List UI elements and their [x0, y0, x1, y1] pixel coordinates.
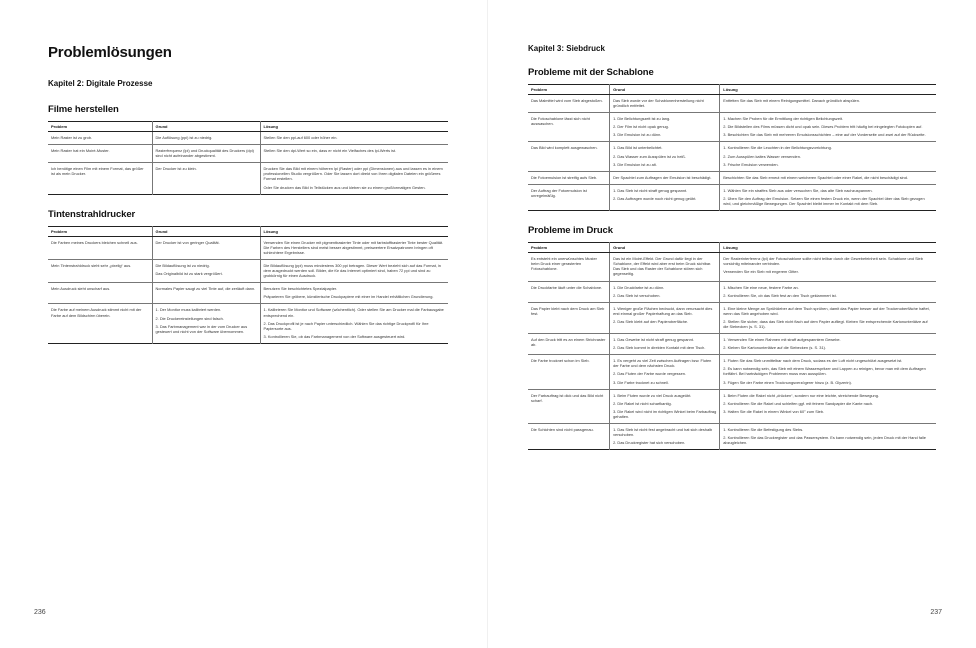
cell-text: 1. Das Bild ist unterbelichtet. [613, 145, 663, 151]
cell-text: 1. Es vergeht zu viel Zeit zwischen Auftragen bzw. Fluten der Farbe und dem nächsten Druck. [613, 358, 712, 369]
table-row [528, 253, 936, 281]
column-header: Lösung [720, 243, 936, 253]
cell-text: 1. Der Monitor muss kalibriert werden. [155, 307, 222, 313]
table-row [48, 259, 448, 282]
cell-text: Der Farbauftrag ist dick und das Bild nicht scharf. [531, 392, 604, 403]
cell-text: 2. Es kann notwendig sein, das Sieb mit einem Wasserspritzer und Lappen zu reinigen, bevor man mit dem Auftragen fortfährt. Bei hartnäckigen Problemen muss man ausspülen. [723, 366, 926, 377]
table-cell [610, 424, 720, 450]
table-row [528, 302, 936, 333]
cell-text: 2. Kontrollieren Sie die Rakel und schleifen ggf. mit feinem Sandpapier die Kante nach. [723, 400, 874, 406]
cell-text: 3. Das Farbmanagement war in der vom Drucker aus gesteuert und nicht von der Software übernommen. [155, 323, 248, 334]
table-header-row [528, 85, 936, 95]
table-row [48, 132, 448, 145]
troubleshooting-table [48, 121, 448, 195]
cell-text: Das Originalbild ist zu stark vergrößert. [155, 271, 223, 277]
cell-text: Der Drucker ist von geringer Qualität. [155, 239, 220, 245]
cell-text: Die Bildauflösung ist zu niedrig. [155, 262, 210, 268]
table-cell [48, 163, 152, 194]
cell-text: 2. Das Sieb kommt in direkten Kontakt mit dem Tisch. [613, 345, 706, 351]
cell-text: 1. Kontrollieren Sie die Leuchten in der Belichtungsvorrichtung. [723, 145, 832, 151]
cell-text: 3. Die Emulsion ist zu dünn. [613, 132, 662, 138]
page-number-right: 237 [930, 609, 942, 616]
cell-text: Das Papier klebt nach dem Druck am Sieb fest. [531, 305, 605, 316]
table-row [48, 145, 448, 163]
cell-text: Die Farbe auf meinem Ausdruck stimmt nicht mit der Farbe auf dem Bildschirm überein. [51, 307, 142, 318]
cell-text: Mein Ausdruck sieht unscharf aus. [51, 286, 111, 292]
cell-text: Der Drucker ist zu klein. [155, 166, 197, 172]
cell-text: 2. Das Sieb klebt auf den Papieroberfläche. [613, 318, 689, 324]
troubleshooting-table [528, 84, 936, 211]
table-cell [528, 424, 610, 450]
cell-text: 2. Die Rakel ist nicht scharfkantig. [613, 400, 672, 406]
table-cell [610, 142, 720, 171]
cell-text: 1. Das Sieb ist nicht fest angebracht und hat sich deshalb verschoben. [613, 427, 713, 438]
column-header: Problem [48, 226, 152, 236]
table-row [48, 304, 448, 343]
cell-text: 1. Verwenden Sie einen Rahmen mit straff aufgespanntem Gewebe. [723, 337, 841, 343]
column-header: Grund [152, 226, 260, 236]
cell-text: 1. Die Belichtungszeit ist zu lang. [613, 116, 671, 122]
table-cell [528, 95, 610, 113]
column-header: Grund [610, 85, 720, 95]
cell-text: 1. Beim Fluten wurde zu viel Druck ausgeübt. [613, 392, 692, 398]
table-cell [720, 184, 936, 210]
cell-text: 2. Stellen Sie sicher, dass das Sieb nicht flach auf dem Papier aufliegt. Kleben Sie entsprechende Kartonunterlätze auf die Siebecken (s. S. 31). [723, 318, 928, 329]
cell-text: Die Bildauflösung (ppi) muss mindestens 300 ppi betragen. Dieser Wert bezieht sich auf das Format, in dem ausgedruckt werden soll. Bilder, die für das Internet optimiert sind, haben 72 ppi und sind zu grobkörnig für einen Ausdruck. [263, 262, 441, 279]
cell-text: 2. Das Wasser zum Ausspülen ist zu heiß. [613, 153, 686, 159]
cell-text: 1. Beim Fluten die Rakel nicht „drücken“, sondern nur eine leichte, streichende Bewegung. [723, 392, 879, 398]
table-cell [152, 259, 260, 282]
table-cell [610, 302, 720, 333]
cell-text: Die Fotoschablone lässt sich nicht auswaschen. [531, 116, 590, 127]
cell-text: 3. Die Farbe trocknet zu schnell. [613, 379, 669, 385]
table-cell [720, 281, 936, 302]
table-row [48, 236, 448, 259]
table-cell [48, 132, 152, 145]
cell-text: Normales Papier saugt zu viel Tinte auf, die zerläuft dann. [155, 286, 256, 292]
table-cell [528, 253, 610, 281]
cell-text: 1. Machen Sie Proben für die Ermittlung der richtigen Belichtungszeit. [723, 116, 844, 122]
cell-text: 2. Das Sieb ist verschoben. [613, 292, 661, 298]
table-cell [610, 281, 720, 302]
table-row [528, 355, 936, 389]
table-cell [528, 184, 610, 210]
cell-text: 2. Die Bildstellen des Films müssen dicht und opak sein. Dieses Problem tritt häufig bei eingelegten Fotokopien auf. [723, 124, 923, 130]
table-cell [48, 283, 152, 304]
cell-text: Auf den Druck tritt es an einem Strichraster ab. [531, 337, 606, 348]
cell-text: Präparieren Sie gröbere, künstlerische Druckpapiere mit einer im Handel erhältlichen Grundierung. [263, 294, 434, 300]
table-cell [260, 145, 448, 163]
cell-text: Mein Raster ist zu grob. [51, 135, 93, 140]
cell-text: 3. Halten Sie die Rakel in einem Winkel von 60° zum Sieb. [723, 408, 825, 414]
cell-text: Die Druckfarbe läuft unter die Schablone. [531, 284, 603, 290]
chapter-heading: Kapitel 2: Digitale Prozesse [48, 79, 153, 88]
cell-text: 3. Die Emulsion ist zu alt. [613, 161, 657, 167]
table-row [528, 281, 936, 302]
cell-text: Die Auflösung (ppi) ist zu niedrig. [155, 135, 213, 140]
cell-text: 2. Das Auftragen wurde noch nicht genug geübt. [613, 195, 697, 201]
cell-text: Mein Tintenstrahldruck sieht sehr „pixelig“ aus. [51, 262, 132, 268]
cell-text: 1. Mischen Sie eine neue, festere Farbe an. [723, 284, 799, 290]
table-cell [610, 389, 720, 423]
table-cell [260, 283, 448, 304]
table-row [528, 184, 936, 210]
cell-text: 2. Üben Sie den Auftrag der Emulsion. Setzen Sie einen festen Druck ein, wenn der Spachtel über das Sieb gezogen wird, und gleichmäßige Bewegungen. Der Spachtel bleibt immer im Kontakt mit dem Sieb. [723, 195, 925, 207]
cell-text: Beschichten Sie das Sieb erneut mit einem weicheren Spachtel oder einer Rakel, die nicht beschädigt sind. [723, 174, 908, 180]
table-row [528, 389, 936, 423]
table-cell [152, 236, 260, 259]
cell-text: 1. Weniger große Flächen bedruckt, dann verursacht dies erst einmal großer Papierhaftung an das Sieb. [613, 305, 713, 316]
table-cell [260, 259, 448, 282]
table-cell [528, 389, 610, 423]
table-cell [720, 113, 936, 142]
table-cell [720, 424, 936, 450]
table-cell [528, 281, 610, 302]
cell-text: 1. Kalibrieren Sie Monitor und Software (wöchentlich). Oder stellen Sie am Drucker mal die Farbausgabe entsprechend ein. [263, 307, 444, 318]
table-cell [152, 283, 260, 304]
cell-text: Entfetten Sie das Sieb mit einem Reinigungsmittel. Danach gründlich abspülen. [723, 98, 860, 103]
column-header: Lösung [260, 122, 448, 132]
cell-text: 2. Zum Ausspülen kaltes Wasser verwenden. [723, 153, 801, 159]
cell-text: Die Schichten sind nicht passgenau. [531, 427, 594, 432]
table-cell [152, 145, 260, 163]
table-cell [610, 253, 720, 281]
cell-text: 3. Beschichten Sie das Sieb mit mehreren Emulsionsschichten – eine auf der Vorderseite und zwei auf der Rückseite. [723, 132, 926, 138]
column-header: Problem [528, 85, 610, 95]
cell-text: 3. Kontrollieren Sie, ob das Farbmanagement von der Software ausgesteuert wird. [263, 333, 406, 339]
cell-text: 1. Das Sieb ist nicht straff genug gespannt. [613, 187, 688, 193]
table-cell [528, 334, 610, 355]
section-heading: Probleme mit der Schablone [528, 67, 654, 78]
troubleshooting-table [48, 226, 448, 344]
cell-text: 1. Kontrollieren Sie die Befestigung des Siebs. [723, 427, 804, 432]
cell-text: Oder Sie drucken das Bild in Teilstücken aus und kleben sie zu einem großformatigen Gesten. [263, 184, 426, 190]
table-cell [610, 334, 720, 355]
cell-text: 1. Eine kleine Menge an Sprühkleber auf dem Tisch sprühen, damit das Papier besser auf der Trockenoberfläche haftet, wenn das Sieb angehoben wird. [723, 305, 930, 316]
cell-text: Stellen Sie den dpi-Wert so ein, dass er nicht ein Vielfaches des lpi-Werts ist. [263, 148, 397, 154]
table-cell [260, 304, 448, 343]
table-cell [48, 236, 152, 259]
table-cell [610, 171, 720, 184]
column-header: Problem [48, 122, 152, 132]
table-cell [48, 259, 152, 282]
table-row [528, 95, 936, 113]
cell-text: Stellen Sie den ppi-auf 600 oder höher ein. [263, 135, 338, 140]
table-cell [48, 304, 152, 343]
troubleshooting-table [528, 242, 936, 450]
table-header-row [48, 122, 448, 132]
page-number-left: 236 [34, 609, 46, 616]
cell-text: Rasterfrequenz (lpi) und Druckqualität des Druckers (dpi) sind nicht aufeinander abgestimmt. [155, 148, 254, 159]
column-header: Problem [528, 243, 610, 253]
table-cell [260, 163, 448, 194]
chapter-heading: Kapitel 3: Siebdruck [528, 44, 605, 53]
table-cell [720, 302, 936, 333]
table-cell [528, 171, 610, 184]
table-cell [528, 142, 610, 171]
cell-text: 1. Fluten Sie das Sieb unmittelbar nach dem Druck, sodass es der Luft nicht ungeschützt ausgesetzt ist. [723, 358, 903, 364]
table-cell [528, 302, 610, 333]
table-row [528, 334, 936, 355]
table-row [528, 142, 936, 171]
cell-text: 2. Das Druckregister hat sich verschoben. [613, 440, 686, 446]
cell-text: Ich benötige einen Film mit einem Format, das größer ist als mein Drucker. [51, 166, 144, 177]
table-row [528, 113, 936, 142]
table-cell [610, 184, 720, 210]
cell-text: Es entsteht ein unerwünschtes Muster beim Druck einer gerasterten Fotoschablone. [531, 256, 597, 272]
table-cell [48, 145, 152, 163]
cell-text: 1. Wählen Sie ein straffes Sieb aus oder versuchen Sie, das alte Sieb nachzuspannen. [723, 187, 873, 193]
left-sections [48, 104, 448, 344]
cell-text: Der Auftrag der Fotoemulsion ist unregelmäßig. [531, 187, 587, 198]
cell-text: Das Sieb wurde vor der Schablonenherstellung nicht gründlich entfettet. [613, 98, 704, 109]
table-row [48, 163, 448, 194]
cell-text: Der Rasterinterferenz (lpi) der Fotoschablone sollte nicht teilbar durch die Gewebefeinheit sein. Schablone und Sieb vorsichtig miteinander verbinden. [723, 256, 923, 267]
cell-text: Das ist ein Moiré-Effekt. Der Grund dafür liegt in der Schablone, der Effekt wird aber erst beim Druck sichtbar. Das Sieb und das Raster der Schablone stören sich gegenseitig. [613, 256, 712, 277]
cell-text: 1. Die Druckfarbe ist zu dünn. [613, 284, 665, 290]
cell-text: Verwenden Sie einen Drucker mit pigmentbasierter Tinte oder mit farbstoffbasierter Tinte bester Qualität. Die Farben des Herstellers sind meist besser abgestimmt, preiswertere Ersatzpatronen bringen oft schlechtere Ergebnisse. [263, 239, 444, 255]
column-header: Lösung [260, 226, 448, 236]
cell-text: Mein Raster hat ein Moiré-Muster. [51, 148, 110, 154]
table-cell [720, 389, 936, 423]
table-cell [610, 355, 720, 389]
table-cell [528, 355, 610, 389]
table-cell [610, 95, 720, 113]
column-header: Grund [152, 122, 260, 132]
cell-text: 2. Kontrollieren Sie das Druckregister und das Passersystem. Es kann notwendig sein, jeden Druck mit der Hand falle abzugleichen. [723, 435, 926, 446]
table-cell [260, 236, 448, 259]
table-cell [720, 142, 936, 171]
cell-text: Verwenden Sie ein Sieb mit engerem Gitter. [723, 269, 799, 275]
cell-text: 3. Die Rakel wird nicht im richtigen Winkel beim Farbauftrag gehalten. [613, 408, 717, 419]
table-cell [152, 304, 260, 343]
table-cell [720, 95, 936, 113]
section-heading: Filme herstellen [48, 104, 119, 115]
table-row [48, 283, 448, 304]
table-cell [720, 253, 936, 281]
cell-text: 3. Frische Emulsion verwenden. [723, 161, 779, 167]
section-heading: Tintenstrahldrucker [48, 208, 136, 220]
column-header: Grund [610, 243, 720, 253]
cell-text: Drucken Sie das Bild mit einem höheren lpi (Raster) oder ppi (Dimensionen) aus und lassen es in einem professionellen Studio vergrößern. Oder Sie lassen dort direkt von Ihren digitalen Dateien ein größeres Format erstellen. [263, 166, 443, 182]
table-cell [152, 163, 260, 194]
right-page [488, 0, 976, 648]
cell-text: Die Farbe trocknet schon im Sieb. [531, 358, 590, 364]
table-cell [720, 171, 936, 184]
column-header: Lösung [720, 85, 936, 95]
table-header-row [48, 226, 448, 236]
cell-text: 2. Der Film ist nicht opak genug. [613, 124, 669, 130]
table-cell [260, 132, 448, 145]
table-cell [152, 132, 260, 145]
table-row [528, 171, 936, 184]
cell-text: Benutzen Sie beschichtetes Spezialpapier. [263, 286, 338, 292]
page-title: Problemlösungen [48, 44, 172, 61]
cell-text: Der Spachtel zum Auftragen der Emulsion ist beschädigt. [613, 174, 712, 180]
cell-text: Das Malmittel wird vom Sieb abgestoßen. [531, 98, 603, 103]
cell-text: 2. Kontrollieren Sie, ob das Sieb fest an den Tisch geklammert ist. [723, 292, 837, 298]
cell-text: 2. Kleben Sie Kartonunterlätze auf die Siebecken (s. S. 31). [723, 345, 826, 351]
cell-text: 2. Das Druckprofil ist je nach Papier unterschiedlich. Wählen Sie das richtige Druckprofil für Ihre Papiersorte aus. [263, 320, 429, 331]
section-heading: Probleme im Druck [528, 225, 613, 237]
cell-text: Die Farben meines Druckers bleichen schnell aus. [51, 239, 138, 245]
cell-text: 2. Die Druckereinstellungen sind falsch. [155, 315, 224, 321]
table-cell [528, 113, 610, 142]
table-cell [720, 355, 936, 389]
table-header-row [528, 243, 936, 253]
cell-text: 1. Das Gewebe ist nicht straff genug gespannt. [613, 337, 694, 343]
cell-text: 3. Fügen Sie der Farbe einen Trocknungsverzögerer hinzu (z. B. Glyzerin). [723, 379, 852, 385]
cell-text: Die Fotoemulsion ist streifig aufs Sieb. [531, 174, 598, 180]
table-cell [610, 113, 720, 142]
table-cell [720, 334, 936, 355]
right-sections [528, 67, 936, 450]
table-row [528, 424, 936, 450]
cell-text: Das Bild wird komplett ausgewaschen. [531, 145, 598, 151]
cell-text: 2. Das Fluten der Farbe wurde vergessen. [613, 371, 686, 377]
